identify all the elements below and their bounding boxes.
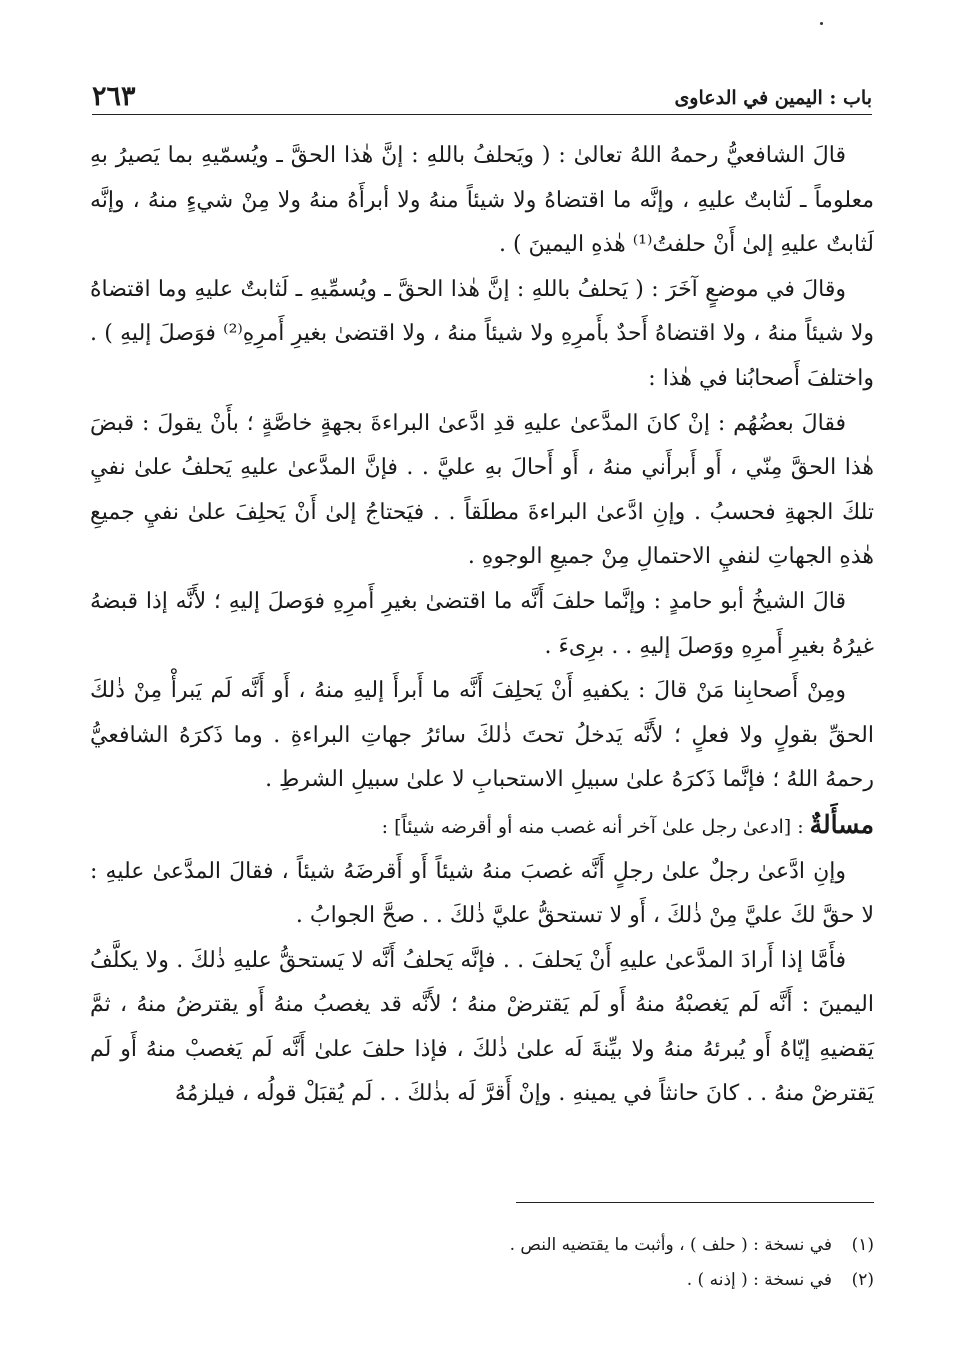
footnotes xyxy=(90,1228,874,1298)
paragraph: قالَ الشافعيُّ رحمهُ اللهُ تعالىٰ : ( ويَحلفُ باللهِ : إنَّ هٰذا الحقَّ ـ ويُسمّيهِ بما يَصيرُ بهِ معلوماً ـ لَثابتٌ عليهِ ، وإنَّه ما اقتضاهُ ولا شيئاً منهُ ولا أبرأَهُ منهُ ولا مِنْ شيءٍ منهُ ، وإنَّه لَثابتٌ عليهِ إلىٰ أَنْ حلفتُ⁽¹⁾ هٰذهِ اليمينَ ) . xyxy=(90,143,874,258)
paragraph: وقالَ في موضعٍ آخَرَ : ( يَحلفُ باللهِ : إنَّ هٰذا الحقَّ ـ ويُسمِّيهِ ـ لَثابتٌ عليهِ وما اقتضاهُ ولا شيئاً منهُ ، ولا اقتضاهُ أَحدٌ بأَمرِهِ ولا شيئاً منهُ ، ولا اقتضىٰ بغيرِ أَمرِهِ⁽²⁾ فوَصلَ إليهِ ) . واختلفَ أَصحابُنا في هٰذا : xyxy=(90,276,874,391)
body-text xyxy=(90,134,874,1117)
paragraph: وإنِ ادَّعىٰ رجلٌ علىٰ رجلٍ أَنَّه غصبَ منهُ شيئاً أَو أَقرضَهُ شيئاً ، فقالَ المدَّعىٰ عليهِ : لا حقَّ لكَ عليَّ مِنْ ذٰلكَ ، أَو لا تستحقُّ عليَّ ذٰلكَ . . صحَّ الجوابُ . xyxy=(90,858,874,929)
issue-heading xyxy=(90,803,874,850)
running-head: باب : اليمين في الدعاوى xyxy=(674,87,872,109)
issue-title: : [ادعىٰ رجل علىٰ آخر أنه غصب منه أو أقرضه شيئاً] : xyxy=(381,815,810,838)
footnote xyxy=(90,1228,874,1263)
footnote xyxy=(90,1263,874,1298)
scan-speck xyxy=(820,22,823,25)
footnote-number: (٢) xyxy=(851,1270,874,1290)
footnote-number: (١) xyxy=(851,1235,874,1255)
footnote-separator xyxy=(516,1202,874,1203)
paragraph: فأَمَّا إذا أَرادَ المدَّعىٰ عليهِ أَنْ يَحلفَ . . فإنَّه يَحلفُ أَنَّه لا يَستحقُّ عليهِ ذٰلكَ . ولا يكلَّفُ اليمينَ : أَنَّه لَم يَغصبْهُ منهُ أَو لَم يَقترضْ منهُ ؛ لأَنَّه قد يغصبُ منهُ أَو يقترضُ منهُ ، ثمَّ يَقضيهِ إيّاهُ أَو يُبرئهُ منهُ ولا بيِّنةَ لَه علىٰ ذٰلكَ ، فإذا حلفَ علىٰ أَنَّه لَم يَغصبْ منهُ أَو لَم يَقترضْ منهُ . . كانَ حانثاً في يمينهِ . وإنْ أَقرَّ لَه بذٰلكَ . . لَم يُقبَلْ قولُه ، فيلزمُهُ xyxy=(90,947,874,1107)
paragraph: قالَ الشيخُ أبو حامدٍ : وإنَّما حلفَ أَنَّه ما اقتضىٰ بغيرِ أَمرِهِ فوَصلَ إليهِ ؛ لأَنَّه إذا قبضهُ غيرُهُ بغيرِ أَمرِهِ ووَصلَ إليهِ . . برِىءَ . xyxy=(90,588,874,659)
paragraph: ومِنْ أَصحابِنا مَنْ قالَ : يكفيهِ أَنْ يَحلِفَ أَنَّه ما أَبرأَ إليهِ منهُ ، أَو أَنَّه لَم يَبرأْ مِنْ ذٰلكَ الحقِّ بقولٍ ولا فعلٍ ؛ لأَنَّه يَدخلُ تحتَ ذٰلكَ سائرُ جهاتِ البراءةِ . وما ذَكرَهُ الشافعيُّ رحمهُ اللهُ ؛ فإنَّما ذَكرَهُ علىٰ سبيلِ الاستحبابِ لا علىٰ سبيلِ الشرطِ . xyxy=(90,678,874,793)
page-header xyxy=(92,78,872,115)
paragraph: فقالَ بعضُهُم : إنْ كانَ المدَّعىٰ عليهِ قدِ ادَّعىٰ البراءةَ بجهةٍ خاصَّةٍ ؛ بأَنْ يقولَ : قبضَ هٰذا الحقَّ مِنّي ، أَو أَبرأَني منهُ ، أَو أَحالَ بهِ عليَّ . . فإنَّ المدَّعىٰ عليهِ يَحلفُ علىٰ نفيِ تلكَ الجهةِ فحسبُ . وإنِ ادَّعىٰ البراءةَ مطلَقاً . . فيَحتاجُ إلىٰ أَنْ يَحلِفَ علىٰ نفيِ جميعِ هٰذهِ الجهاتِ لنفيِ الاحتمالِ مِنْ جميعِ الوجوهِ . xyxy=(90,410,874,570)
issue-label: مسأَلةٌ xyxy=(809,809,874,839)
footnote-text: في نسخة : ( حلف ) ، وأثبت ما يقتضيه النص . xyxy=(509,1235,832,1255)
footnote-text: في نسخة : ( إذنه ) . xyxy=(686,1270,832,1290)
page-number: ٢٦٣ xyxy=(92,81,136,112)
